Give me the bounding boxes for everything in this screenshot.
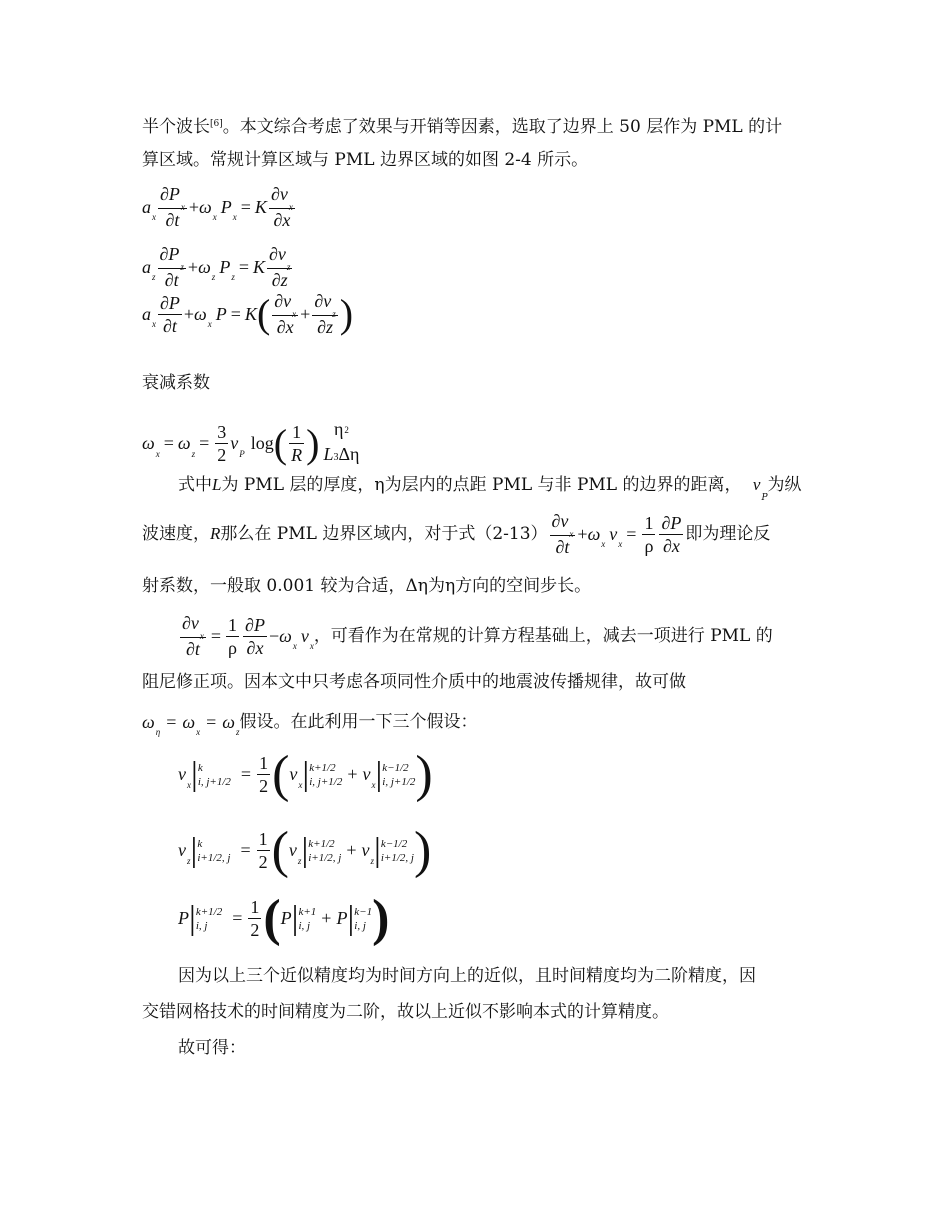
paragraph-8-line-2: 交错网格技术的时间精度为二阶，故以上近似不影响本式的计算精度。 (142, 1002, 669, 1022)
approximation-2: v z | k i+1/2, j = $\frac{1}{2}$ ( v z | k+1/2 i+1/2, j + v z | k−1/2 i+1/2, j ) (178, 821, 432, 879)
equation-3: a x $\frac{\partial P}{\partial t}$ + ω x P = K ( $\frac{\partial v_x}{\partial x}$ + $\frac{\partial v_z}{\partial z}$ ) (142, 291, 354, 337)
paragraph-3-line: 波速度， R 那么在 PML 边界区域内，对于式（2-13） $\frac{\partial v_x}{\partial t}$ + ω x v x = $\frac{1}{\rho}$ $\frac{\partial P}{\partial x}$ 即为理论反 (142, 511, 771, 557)
paragraph-9-line: 故可得： (178, 1038, 246, 1058)
paragraph-7-line: ω η = ω x = ω z 假设。在此利用一下三个假设： (142, 712, 478, 737)
inline-equation-omega: ω η = ω x = ω z (142, 712, 240, 737)
inline-equation-damping: $\frac{\partial v_x}{\partial t}$ = $\frac{1}{\rho}$ $\frac{\partial P}{\partial x}$ − ω x v x (182, 613, 314, 659)
paragraph-8-line-1: 因为以上三个近似精度均为时间方向上的近似，且时间精度均为二阶精度，因 (178, 966, 756, 986)
paragraph-1-line-1: 半个波长[6]。本文综合考虑了效果与开销等因素，选取了边界上 50 层作为 PML 的计 (142, 117, 783, 137)
equation-1: a x $\frac{\partial P_x}{\partial t}$ + ω x P x = K $\frac{\partial v_x}{\partial x}$ (142, 184, 293, 230)
equation-2: a z $\frac{\partial P_z}{\partial t}$ + ω z P z = K $\frac{\partial v_z}{\partial z}$ (142, 244, 291, 290)
paragraph-4-line: 射系数，一般取 0.001 较为合适，Δη为η方向的空间步长。 (142, 576, 592, 596)
paragraph-1-line-2: 算区域。常规计算区域与 PML 边界区域的如图 2-4 所示。 (142, 150, 589, 170)
attenuation-heading: 衰减系数 (142, 373, 210, 393)
paragraph-2-line-1: 式中L为 PML 层的厚度，η为层内的点距 PML 与非 PML 的边界的距离， $v_P$为纵 (178, 475, 802, 503)
approximation-3: P | k+1/2 i, j = $\frac{1}{2}$ ( P | k+1 i, j + P | k−1 i, j ) (178, 889, 390, 947)
inline-equation-2-13: $\frac{\partial v_x}{\partial t}$ + ω x v x = $\frac{1}{\rho}$ $\frac{\partial P}{\partial x}$ (551, 511, 682, 557)
approximation-1: v x | k i, j+1/2 = $\frac{1}{2}$ ( v x | k+1/2 i, j+1/2 + v x | k−1/2 i, j+1/2 ) (178, 745, 433, 803)
citation-ref: [6] (210, 119, 223, 129)
paragraph-5-line: $\frac{\partial v_x}{\partial t}$ = $\frac{1}{\rho}$ $\frac{\partial P}{\partial x}$ − ω x v x ，可看作为在常规的计算方程基础上，减去一项进行 PML 的 (178, 614, 773, 658)
equation-attenuation: ω x = ω z = $\frac{3}{2}$ v P log ( $\frac{1}{R}$ ) η2 L3Δη (142, 419, 360, 466)
paragraph-6-line: 阻尼修正项。因本文中只考虑各项同性介质中的地震波传播规律，故可做 (142, 672, 686, 692)
